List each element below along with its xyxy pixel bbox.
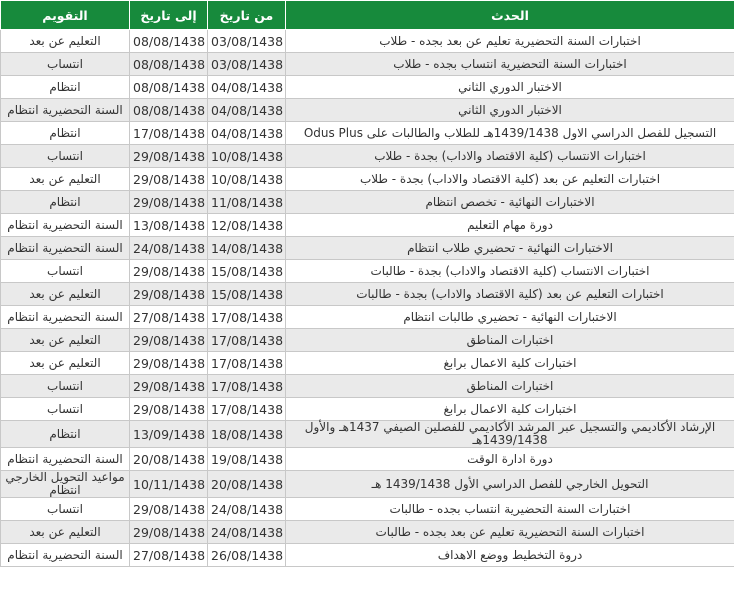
event-cell: اختبارات كلية الاعمال برابغ [286,398,734,421]
calendar-cell: انتساب [1,375,130,398]
from-date-cell: 04/08/1438 [208,76,286,99]
to-date-cell: 29/08/1438 [130,329,208,352]
calendar-cell: التعليم عن بعد [1,521,130,544]
calendar-cell: السنة التحضيرية انتظام [1,99,130,122]
calendar-cell: التعليم عن بعد [1,329,130,352]
event-cell: اختبارات كلية الاعمال برابغ [286,352,734,375]
calendar-cell: انتظام [1,76,130,99]
from-date-cell: 04/08/1438 [208,99,286,122]
event-cell: اختبارات الانتساب (كلية الاقتصاد والاداب) بجدة - طلاب [286,145,734,168]
from-date-cell: 18/08/1438 [208,421,286,448]
event-cell: دورة ادارة الوقت [286,448,734,471]
table-row [1,448,734,471]
table-row [1,99,734,122]
table-row [1,214,734,237]
table-row [1,398,734,421]
from-date-cell: 17/08/1438 [208,375,286,398]
calendar-cell: السنة التحضيرية انتظام [1,214,130,237]
from-date-cell: 10/08/1438 [208,145,286,168]
to-date-cell: 29/08/1438 [130,375,208,398]
calendar-cell: انتساب [1,260,130,283]
table-row [1,237,734,260]
header-from-date: من تاريخ [208,1,286,30]
calendar-cell: السنة التحضيرية انتظام [1,237,130,260]
table-row [1,191,734,214]
from-date-cell: 17/08/1438 [208,398,286,421]
table-row [1,544,734,567]
to-date-cell: 27/08/1438 [130,544,208,567]
table-row [1,306,734,329]
from-date-cell: 17/08/1438 [208,306,286,329]
event-cell: اختبارات الانتساب (كلية الاقتصاد والاداب) بجدة - طالبات [286,260,734,283]
event-cell: الاختبار الدوري الثاني [286,99,734,122]
event-cell: دورة مهام التعليم [286,214,734,237]
table-row [1,521,734,544]
from-date-cell: 17/08/1438 [208,329,286,352]
calendar-cell: مواعيد التحويل الخارجي انتظام [1,471,130,498]
table-row [1,122,734,145]
table-row [1,421,734,448]
from-date-cell: 24/08/1438 [208,521,286,544]
event-cell: اختبارات السنة التحضيرية تعليم عن بعد بجده - طالبات [286,521,734,544]
from-date-cell: 10/08/1438 [208,168,286,191]
event-cell: اختبارات المناطق [286,375,734,398]
to-date-cell: 29/08/1438 [130,260,208,283]
calendar-cell: السنة التحضيرية انتظام [1,306,130,329]
to-date-cell: 08/08/1438 [130,53,208,76]
calendar-cell: انتظام [1,191,130,214]
event-cell: اختبارات المناطق [286,329,734,352]
from-date-cell: 19/08/1438 [208,448,286,471]
from-date-cell: 14/08/1438 [208,237,286,260]
from-date-cell: 12/08/1438 [208,214,286,237]
to-date-cell: 29/08/1438 [130,521,208,544]
table-header-row [1,1,734,30]
to-date-cell: 08/08/1438 [130,99,208,122]
calendar-cell: التعليم عن بعد [1,283,130,306]
table-row [1,260,734,283]
from-date-cell: 04/08/1438 [208,122,286,145]
calendar-cell: التعليم عن بعد [1,352,130,375]
to-date-cell: 29/08/1438 [130,352,208,375]
event-cell: التسجيل للفصل الدراسي الاول 1439/1438هـ للطلاب والطالبات على Odus Plus [286,122,734,145]
table-row [1,352,734,375]
calendar-cell: انتساب [1,498,130,521]
to-date-cell: 10/11/1438 [130,471,208,498]
calendar-cell: انتظام [1,122,130,145]
calendar-cell: انتساب [1,53,130,76]
to-date-cell: 29/08/1438 [130,498,208,521]
from-date-cell: 15/08/1438 [208,260,286,283]
from-date-cell: 26/08/1438 [208,544,286,567]
event-cell: اختبارات التعليم عن بعد (كلية الاقتصاد والاداب) بجدة - طلاب [286,168,734,191]
calendar-cell: التعليم عن بعد [1,30,130,53]
from-date-cell: 17/08/1438 [208,352,286,375]
table-row [1,145,734,168]
event-cell: اختبارات السنة التحضيرية انتساب بجده - طلاب [286,53,734,76]
to-date-cell: 29/08/1438 [130,191,208,214]
event-cell: الإرشاد الأكاديمي والتسجيل عبر المرشد الأكاديمي للفصلين الصيفي 1437هـ والأول 1439/1438هـ [286,421,734,448]
calendar-cell: السنة التحضيرية انتظام [1,544,130,567]
from-date-cell: 15/08/1438 [208,283,286,306]
from-date-cell: 03/08/1438 [208,53,286,76]
table-row [1,76,734,99]
from-date-cell: 11/08/1438 [208,191,286,214]
calendar-cell: التعليم عن بعد [1,168,130,191]
table-row [1,168,734,191]
event-cell: الاختبارات النهائية - تحضيري طالبات انتظام [286,306,734,329]
to-date-cell: 24/08/1438 [130,237,208,260]
table-row [1,283,734,306]
to-date-cell: 27/08/1438 [130,306,208,329]
table-row [1,53,734,76]
table-row [1,375,734,398]
to-date-cell: 08/08/1438 [130,76,208,99]
event-cell: اختبارات السنة التحضيرية انتساب بجده - طالبات [286,498,734,521]
to-date-cell: 13/08/1438 [130,214,208,237]
to-date-cell: 17/08/1438 [130,122,208,145]
table-row [1,471,734,498]
to-date-cell: 29/08/1438 [130,145,208,168]
to-date-cell: 29/08/1438 [130,283,208,306]
header-event: الحدث [286,1,734,30]
table-body [1,30,734,567]
table-row [1,498,734,521]
to-date-cell: 20/08/1438 [130,448,208,471]
calendar-cell: انتظام [1,421,130,448]
from-date-cell: 24/08/1438 [208,498,286,521]
event-cell: الاختبار الدوري الثاني [286,76,734,99]
calendar-cell: السنة التحضيرية انتظام [1,448,130,471]
event-cell: الاختبارات النهائية - تحضيري طلاب انتظام [286,237,734,260]
to-date-cell: 29/08/1438 [130,398,208,421]
table-row [1,30,734,53]
header-to-date: إلى تاريخ [130,1,208,30]
event-cell: الاختبارات النهائية - تخصص انتظام [286,191,734,214]
event-cell: اختبارات السنة التحضيرية تعليم عن بعد بجده - طلاب [286,30,734,53]
event-cell: التحويل الخارجي للفصل الدراسي الأول 1439/1438 هـ [286,471,734,498]
calendar-cell: انتساب [1,398,130,421]
calendar-cell: انتساب [1,145,130,168]
to-date-cell: 08/08/1438 [130,30,208,53]
from-date-cell: 03/08/1438 [208,30,286,53]
table-row [1,329,734,352]
header-calendar: التقويم [1,1,130,30]
from-date-cell: 20/08/1438 [208,471,286,498]
event-cell: اختبارات التعليم عن بعد (كلية الاقتصاد والاداب) بجدة - طالبات [286,283,734,306]
event-cell: دروة التخطيط ووضع الاهداف [286,544,734,567]
to-date-cell: 13/09/1438 [130,421,208,448]
to-date-cell: 29/08/1438 [130,168,208,191]
